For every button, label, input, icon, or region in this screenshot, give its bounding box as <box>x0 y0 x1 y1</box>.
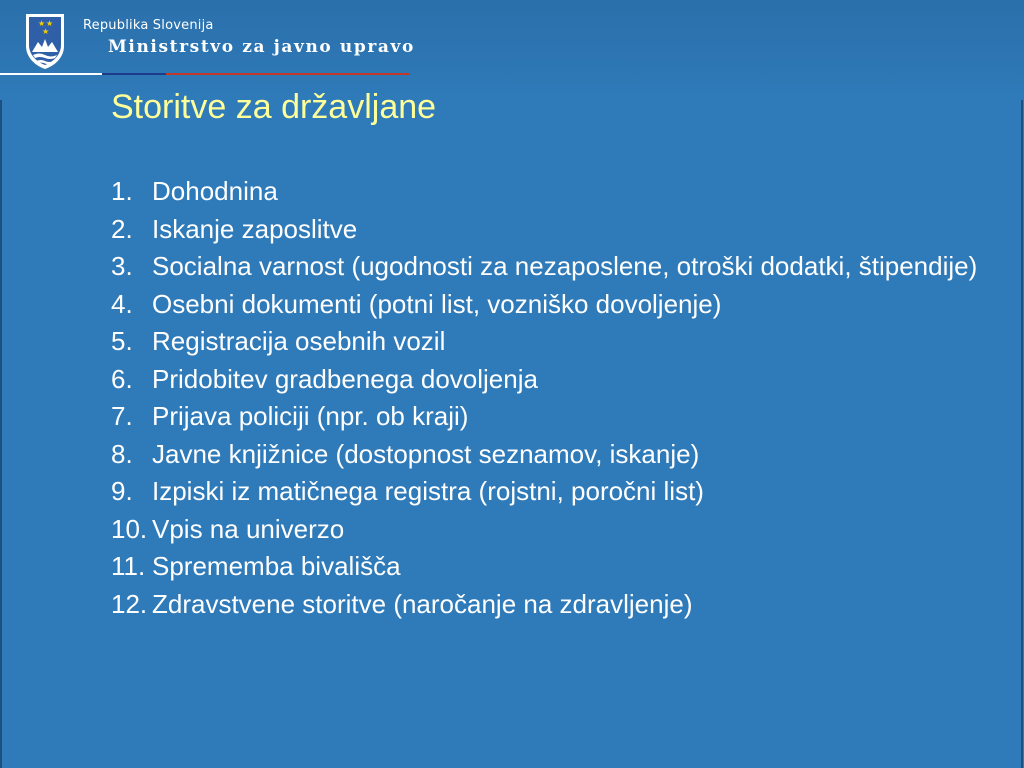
list-item-number: 7. <box>111 401 133 431</box>
list-item <box>111 176 991 206</box>
slide-title: Storitve za državljane <box>111 88 437 126</box>
republic-label: Republika Slovenija <box>83 18 214 33</box>
list-item <box>111 251 991 281</box>
list-item-number: 11. <box>111 551 146 581</box>
list-item-text: Iskanje zaposlitve <box>152 213 358 244</box>
list-item-number: 9. <box>111 476 133 506</box>
list-item <box>111 364 991 394</box>
list-item-text: Socialna varnost (ugodnosti za nezaposlene, otroški dodatki, štipendije) <box>152 251 978 281</box>
list-item-text: Dohodnina <box>152 176 278 206</box>
svg-text:★: ★ <box>46 19 54 28</box>
list-item <box>111 289 991 319</box>
list-item <box>111 514 991 544</box>
list-item-text: Registracija osebnih vozil <box>152 326 446 356</box>
list-item <box>111 476 991 506</box>
list-item-number: 12. <box>111 588 148 619</box>
header-divider-blue <box>102 73 166 75</box>
list-item-number: 1. <box>111 176 133 206</box>
header-divider-white <box>0 73 102 75</box>
list-item-text: Zdravstvene storitve (naročanje na zdravljenje) <box>152 588 693 619</box>
svg-text:★: ★ <box>38 19 46 28</box>
list-item <box>111 439 991 469</box>
list-item-text: Prijava policiji (npr. ob kraji) <box>152 401 469 431</box>
header-divider-red <box>166 73 410 75</box>
list-item-number: 2. <box>111 213 133 244</box>
list-item-text: Javne knjižnice (dostopnost seznamov, iskanje) <box>152 438 700 469</box>
list-item <box>111 589 991 619</box>
slovenian-coat-of-arms-icon <box>24 12 66 70</box>
slide-header <box>0 0 1024 100</box>
list-item-text: Osebni dokumenti (potni list, vozniško dovoljenje) <box>152 288 722 319</box>
services-list <box>111 176 991 626</box>
list-item-text: Vpis na univerzo <box>152 513 345 544</box>
list-item-text: Sprememba bivališča <box>152 551 401 581</box>
list-item-text: Pridobitev gradbenega dovoljenja <box>152 363 538 394</box>
list-item-number: 6. <box>111 363 133 394</box>
frame-left-border <box>0 100 2 768</box>
list-item <box>111 401 991 431</box>
list-item <box>111 326 991 356</box>
frame-right-border <box>1021 100 1023 768</box>
svg-text:★: ★ <box>42 27 50 36</box>
list-item-number: 3. <box>111 251 133 281</box>
list-item-number: 4. <box>111 288 133 319</box>
list-item-number: 5. <box>111 326 133 356</box>
list-item <box>111 214 991 244</box>
list-item-text: Izpiski iz matičnega registra (rojstni, poročni list) <box>152 476 704 506</box>
list-item-number: 8. <box>111 438 133 469</box>
ministry-label: Ministrstvo za javno upravo <box>108 37 415 57</box>
list-item <box>111 551 991 581</box>
list-item-number: 10. <box>111 513 148 544</box>
